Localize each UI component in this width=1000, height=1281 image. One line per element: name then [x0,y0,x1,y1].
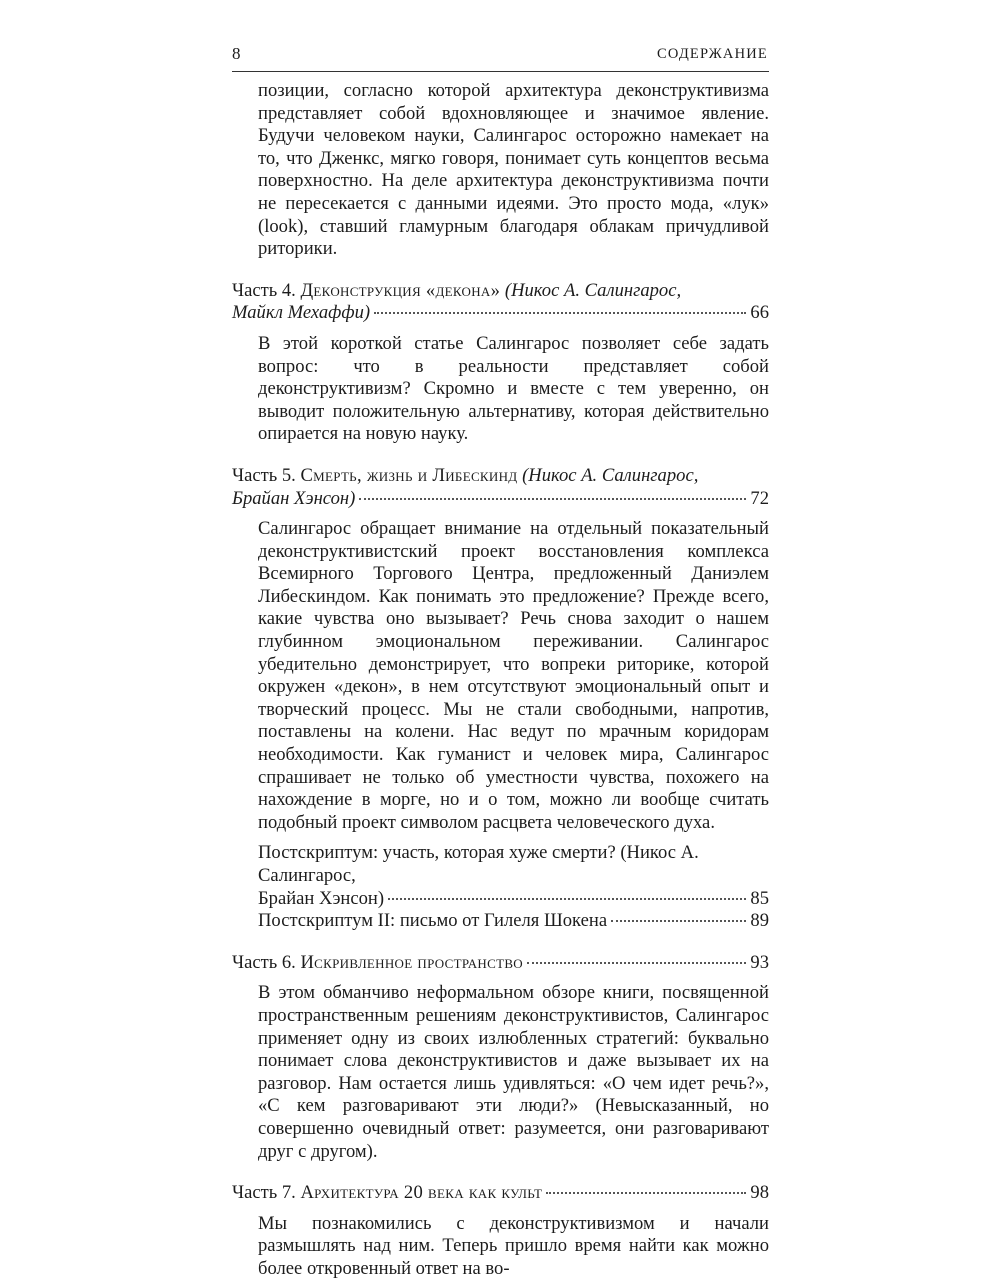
entry-page: 93 [750,951,769,973]
entry-authors: (Никос А. Салингарос, [522,464,699,486]
sub-entries [258,842,769,932]
leader-dots [359,498,746,500]
entry-authors-cont: Майкл Мехаффи) [232,302,371,324]
toc-content [232,80,769,1281]
entry-line-1 [232,1182,542,1205]
page-number: 8 [232,44,241,63]
entry-line-1 [232,952,523,975]
toc-entry-part-5[interactable] [232,465,769,510]
toc-entry-part-4[interactable] [232,280,769,325]
entry-part: Часть 6. [232,951,296,973]
toc-entry-part-6[interactable] [232,952,769,975]
toc-entry-part-7[interactable] [232,1182,769,1205]
entry-page: 72 [750,487,769,509]
entry-authors: (Никос А. Салингарос, [504,279,682,301]
running-head: СОДЕРЖАНИЕ [657,46,768,62]
entry-part: Часть 7. [232,1182,296,1204]
entry-page: 66 [750,302,769,324]
entry-line-1 [232,280,681,303]
entry-line-1 [232,465,698,488]
intro-paragraph: позиции, согласно которой архитектура деконструктивизма представляет собой вдохновляющее и значимое явление. Будучи человеком науки, Салингарос осторожно намекает на то, что Дженкс, мягко говоря, понимает суть концептов весьма поверхностно. На деле архитектура деконструктивизма почти не пересекается с данными идеями. Это просто мода, «лук» (look), ставший гламурным благодаря облакам причудливой риторики. [258,80,769,260]
sub-entry-postscript-2[interactable] [258,910,769,933]
entry-title: Смерть, жизнь и Либескинд [300,464,518,486]
sub-entry-line-2: Постскриптум II: письмо от Гилеля Шокена [258,910,608,932]
entry-part: Часть 5. [232,464,296,486]
sub-entry-page: 89 [750,910,769,932]
entry-description: В этом обманчиво неформальном обзоре книги, посвященной пространственным решениям деконструктивистов, Салингарос применяет одну из своих излюбленных стратегий: буквально понимает слова деконструктивистов и даже вызывает их на разговор. Нам остается лишь удивляться: «О чем идет речь?», «С кем разговаривают эти люди?» (Невысказанный, но совершенно очевидный ответ: разумеется, они разговаривают друг с другом). [258,982,769,1162]
leader-dots [527,962,746,964]
leader-dots [611,920,746,922]
entry-title: Деконструкция «декона» [300,279,501,301]
sub-entry-postscript[interactable] [258,842,769,910]
sub-entry-page: 85 [750,887,769,909]
leader-dots [388,898,746,900]
sub-entry-line-2: Брайан Хэнсон) [258,887,385,909]
entry-description: Салингарос обращает внимание на отдельный показательный деконструктивистский проект восстановления комплекса Всемирного Торгового Центра, предложенный Даниэлем Либескиндом. Как понимать это предложение? Прежде всего, какие чувства оно вызывает? Речь снова заходит о нашем глубинном эмоциональном переживании. Салингарос убедительно демонстрирует, что вопреки риторике, которой окружен «декон», в нем отсутствуют эмоциональный опыт и творческий процесс. Мы не стали свободными, напротив, поставлены на колени. Нас ведут по мрачным коридорам необходимости. Как гуманист и человек мира, Салингарос спрашивает не только об уместности чувства, похожего на нахождение в морге, но и о том, можно ли вообще считать подобный проект символом расцвета человеческого духа. [258,518,769,833]
entry-page: 98 [750,1182,769,1204]
entry-authors-cont: Брайан Хэнсон) [232,487,356,509]
entry-title: Архитектура 20 века как культ [300,1182,543,1204]
leader-dots [374,312,746,314]
entry-part: Часть 4. [232,279,296,301]
entry-description: Мы познакомились с деконструктивизмом и начали размышлять над ним. Теперь пришло время найти как можно более откровенный ответ на во- [258,1212,769,1279]
entry-description: В этой короткой статье Салингарос позволяет себе задать вопрос: что в реальности представляет собой деконструктивизм? Скромно и вместе с тем уверенно, он выводит положительную альтернативу, которая действительно опирается на новую науку. [258,332,769,445]
leader-dots [546,1192,746,1194]
entry-title: Искривленное пространство [300,951,523,973]
sub-entry-line-1: Постскриптум: участь, которая хуже смерти? (Никос А. Салингарос, [258,842,699,886]
header-rule [232,71,769,72]
